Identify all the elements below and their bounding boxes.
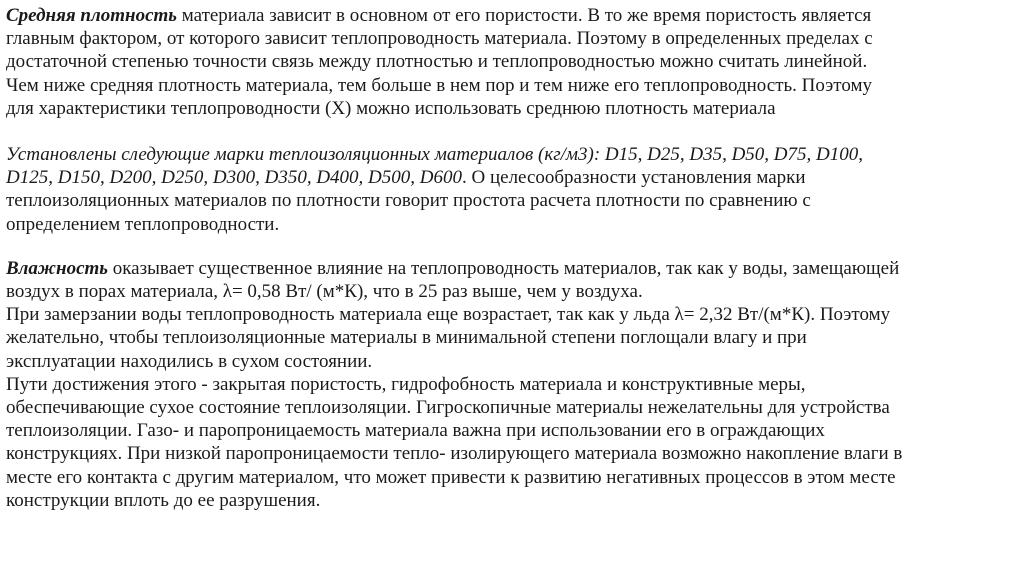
paragraph-spacer bbox=[6, 236, 1024, 257]
term-moisture: Влажность bbox=[6, 257, 108, 279]
text-line: Чем ниже средняя плотность материала, тем больше в нем пор и тем ниже его теплопроводность. Поэтому bbox=[6, 74, 872, 96]
text-line: теплоизоляционных материалов по плотности говорит простота расчета плотности по сравнению с bbox=[6, 190, 811, 212]
text-line: главным фактором, от которого зависит теплопроводность материала. Поэтому в определенных пределах с bbox=[6, 28, 873, 50]
text-line: для характеристики теплопроводности (Х) можно использовать среднюю плотность материала bbox=[6, 97, 776, 119]
text-line: При замерзании воды теплопроводность материала еще возрастает, так как у льда λ= 2,32 Вт/(м*К). Поэтому bbox=[6, 304, 891, 326]
text-line: Установлены следующие марки теплоизоляционных материалов (кг/м3): D15, D25, D35, D50, D75, D100, bbox=[6, 144, 864, 166]
text-line: определением теплопроводности. bbox=[6, 213, 280, 235]
text-line: D125, D150, D200, D250, D300, D350, D400, D500, D600. О целесообразности установления марки bbox=[6, 167, 806, 189]
paragraph-spacer bbox=[6, 120, 1024, 143]
text-line: конструкциях. При низкой паропроницаемости тепло- изолирующего материала возможно накопление влаги в bbox=[6, 443, 903, 465]
text-line: достаточной степенью точности связь между плотностью и теплопроводностью можно считать линейной. bbox=[6, 51, 868, 73]
text-line: Пути достижения этого - закрытая пористость, гидрофобность материала и конструктивные меры, bbox=[6, 373, 806, 395]
text-line: Средняя плотность материала зависит в основном от его пористости. В то же время пористость является bbox=[6, 5, 872, 26]
paragraph-moisture bbox=[6, 257, 1024, 512]
text-line: желательно, чтобы теплоизоляционные материалы в минимальной степени поглощали влагу и при bbox=[6, 327, 807, 349]
text-line: обеспечивающие сухое состояние теплоизоляции. Гигроскопичные материалы нежелательны для устройства bbox=[6, 397, 890, 419]
text-line: теплоизоляции. Газо- и паропроницаемость материала важна при использовании его в ограждающих bbox=[6, 420, 825, 442]
text-line: воздух в порах материала, λ= 0,58 Вт/ (м*К), что в 25 раз выше, чем у воздуха. bbox=[6, 281, 643, 303]
text-line: конструкции вплоть до ее разрушения. bbox=[6, 489, 321, 511]
text-line: эксплуатации находились в сухом состоянии. bbox=[6, 350, 373, 372]
term-density: Средняя плотность bbox=[6, 5, 177, 26]
paragraph-density bbox=[6, 4, 1024, 120]
paragraph-grades bbox=[6, 143, 1024, 236]
text-line: месте его контакта с другим материалом, что может привести к развитию негативных процессов в этом месте bbox=[6, 466, 896, 488]
text-line: Влажность оказывает существенное влияние на теплопроводность материалов, так как у воды, замещающей bbox=[6, 257, 900, 279]
